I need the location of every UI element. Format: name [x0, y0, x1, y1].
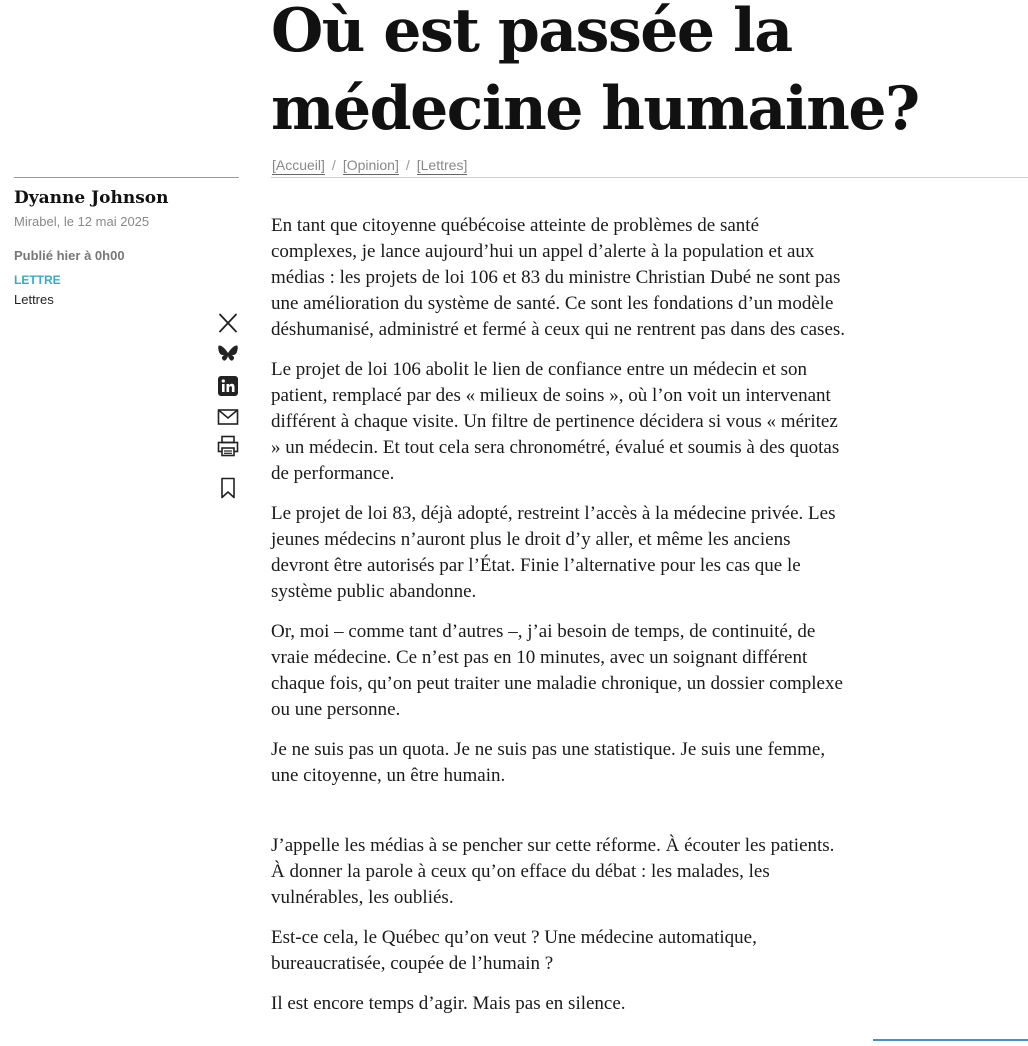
section-link[interactable]: Lettres [14, 292, 54, 307]
article-paragraph: J’appelle les médias à se pencher sur cette réforme. À écouter les patients. À donner la parole à ceux qu’on efface du débat : les malades, les vulnérables, les oubliés. [271, 835, 835, 908]
article-paragraph: Je ne suis pas un quota. Je ne suis pas une statistique. Je suis une femme, une citoyenne, un être humain. [271, 739, 826, 786]
article-paragraph: Est-ce cela, le Québec qu’on veut ? Une médecine automatique, bureaucratisée, coupée de l’humain ? [271, 927, 757, 974]
breadcrumb-accueil[interactable]: [Accueil] [272, 157, 325, 173]
bluesky-icon[interactable] [216, 342, 240, 366]
breadcrumb-separator: / [331, 157, 336, 173]
bookmark-icon[interactable] [216, 476, 240, 500]
article-paragraph: Il est encore temps d’agir. Mais pas en silence. [271, 993, 626, 1014]
breadcrumb-opinion[interactable]: [Opinion] [342, 157, 399, 173]
article-paragraph: En tant que citoyenne québécoise atteinte de problèmes de santé complexes, je lance aujourd’hui un appel d’alerte à la population et aux médias : les projets de loi 106 et 83 du ministre Christian Dubé ne sont pas une amélioration du système de santé. Ce sont les fondations d’un modèle déshumanisé, administré et fermé à ceux qui ne rentrent pas dans des cases. [271, 215, 846, 340]
email-icon[interactable] [216, 405, 240, 429]
article-paragraph: Le projet de loi 83, déjà adopté, restreint l’accès à la médecine privée. Les jeunes médecins n’auront plus le droit d’y aller, et même les anciens devront être autorisés par l’État. Finie l’alternative pour les cas que le système public abandonne. [271, 503, 836, 602]
article-kind-label: LETTRE [14, 273, 61, 287]
article-body [271, 213, 849, 1031]
article-paragraph: Le projet de loi 106 abolit le lien de confiance entre un médecin et son patient, remplacé par des « milieux de soins », où l’on voit un intervenant différent à chaque visite. Un filtre de pertinence décidera si vous « méritez » un médecin. Et tout cela sera chronométré, évalué et soumis à des quotas de performance. [271, 359, 840, 484]
bottom-accent-line [873, 1039, 1028, 1041]
print-icon[interactable] [216, 434, 240, 458]
article-paragraph: Or, moi – comme tant d’autres –, j’ai besoin de temps, de continuité, de vraie médecine. Ce n’est pas en 10 minutes, avec un soignant différent chaque fois, qu’on peut traiter une maladie chronique, un dossier complexe ou une personne. [271, 621, 843, 720]
breadcrumb-separator: / [405, 157, 410, 173]
author-location-date: Mirabel, le 12 mai 2025 [14, 214, 150, 229]
article-title: Où est passée la médecine humaine? [271, 0, 919, 144]
sidebar-divider [14, 177, 239, 178]
x-icon[interactable] [216, 311, 240, 335]
breadcrumb-lettres[interactable]: [Lettres] [416, 157, 468, 173]
breadcrumb [272, 157, 467, 173]
linkedin-icon[interactable] [216, 374, 240, 398]
header-divider [271, 177, 1028, 178]
published-time: Publié hier à 0h00 [14, 248, 125, 263]
author-name[interactable]: Dyanne Johnson [14, 188, 169, 208]
